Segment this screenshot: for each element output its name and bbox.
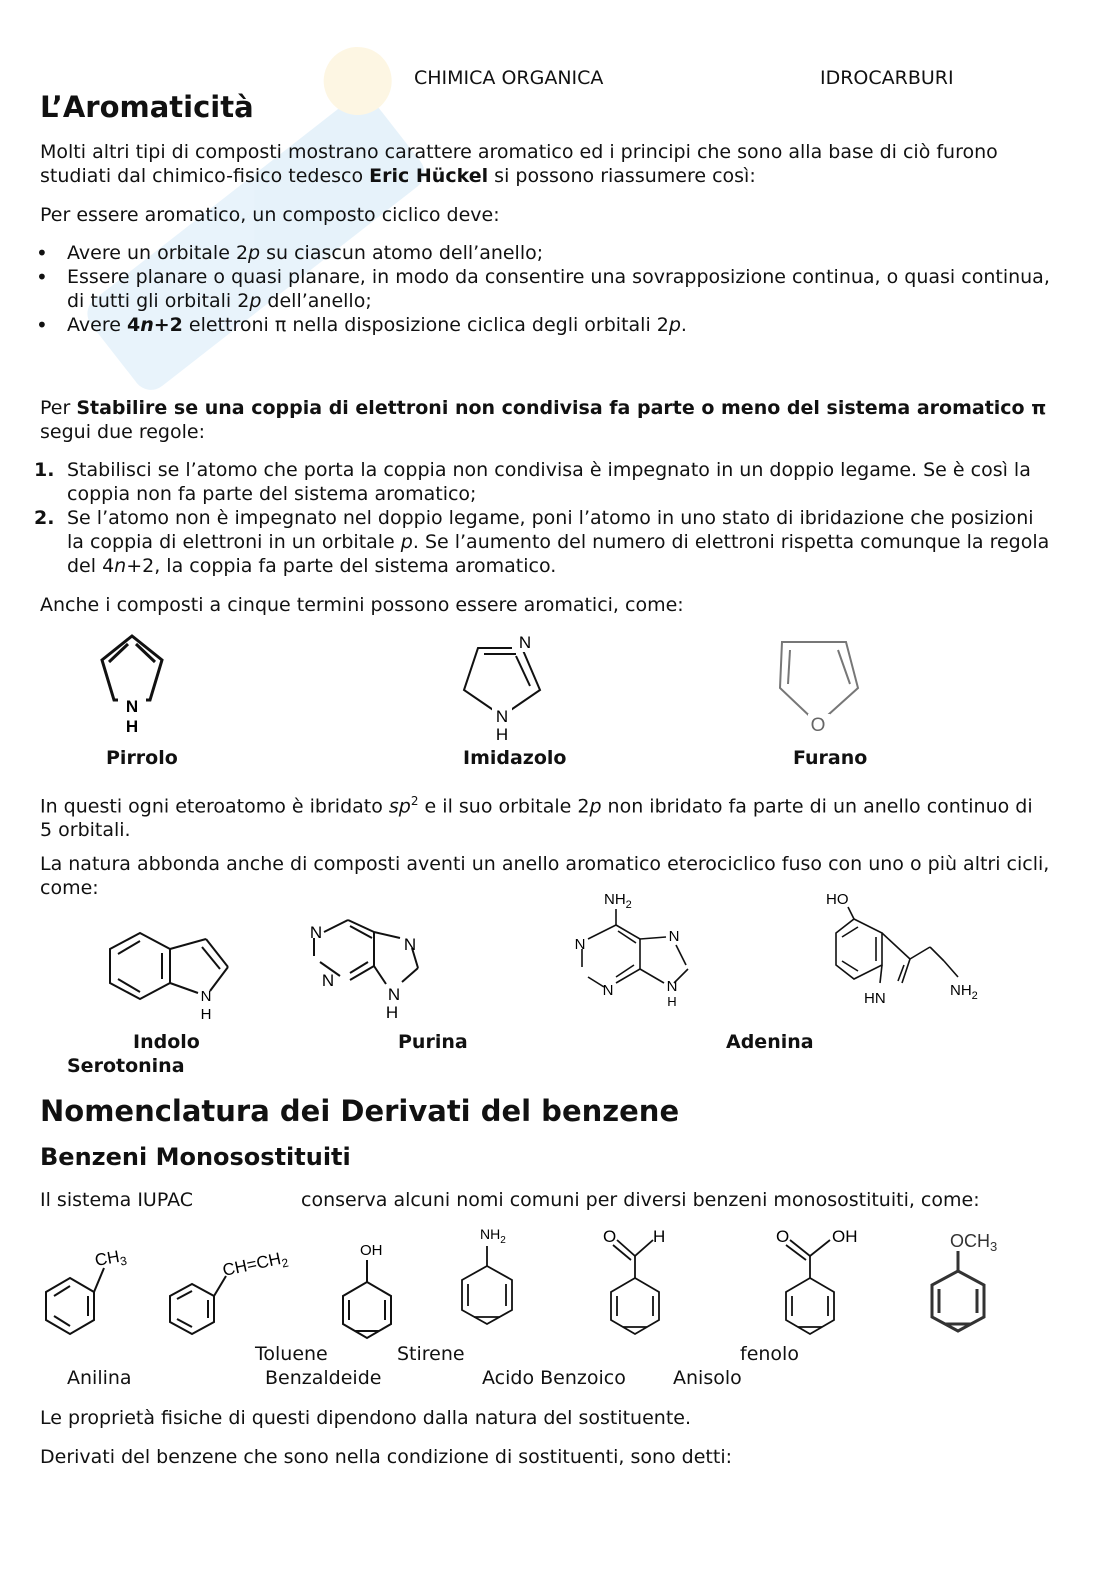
indole-label: Indolo bbox=[133, 1031, 200, 1053]
imidazole-label: Imidazolo bbox=[463, 747, 567, 769]
atom-label: O bbox=[810, 715, 826, 736]
section-subtitle: Benzeni Monosostituiti bbox=[40, 1143, 351, 1171]
atom-label: $CH=CH_2$ bbox=[220, 1249, 290, 1280]
anisole-structure bbox=[920, 1225, 1010, 1340]
iupac-intro-a: Il sistema IUPAC bbox=[40, 1189, 194, 1211]
adenine-label: Adenina bbox=[726, 1031, 814, 1053]
atom-label: N bbox=[668, 928, 680, 945]
list-item: • Avere 4n+2 elettroni π nella disposizione ciclica degli orbitali 2p. bbox=[40, 313, 1050, 337]
atom-label: $OCH_3$ bbox=[950, 1231, 998, 1254]
intro-paragraph: Molti altri tipi di composti mostrano carattere aromatico ed i principi che sono alla base di ciò furono studiati dal chimico-fisico tedesco Eric Hückel si possono riassumere così: bbox=[40, 141, 998, 187]
atom-label: $NH_2$ bbox=[950, 982, 978, 1002]
derivatives-paragraph: Derivati del benzene che sono nella condizione di sostituenti, sono detti: bbox=[40, 1446, 732, 1468]
atom-label: H bbox=[200, 1006, 212, 1023]
atom-label: N bbox=[125, 697, 139, 716]
adenine-structure bbox=[568, 885, 703, 1010]
atom-label: $NH_2$ bbox=[480, 1226, 506, 1246]
iupac-intro-b: conserva alcuni nomi comuni per diversi benzeni monosostituiti, come: bbox=[301, 1189, 980, 1211]
atom-label: OH bbox=[360, 1242, 383, 1259]
atom-label: N bbox=[321, 971, 335, 990]
list-item: • Avere un orbitale 2p su ciascun atomo dell’anello; bbox=[40, 241, 1050, 265]
atom-label: N bbox=[403, 935, 417, 954]
purine-label: Purina bbox=[398, 1031, 468, 1053]
atom-label: $CH_3$ bbox=[93, 1246, 128, 1270]
atom-label: HO bbox=[826, 891, 849, 908]
five-ring-intro: Anche i composti a cinque termini possono essere aromatici, come: bbox=[40, 594, 684, 616]
properties-paragraph: Le proprietà fisiche di questi dipendono dalla natura del sostituente. bbox=[40, 1407, 691, 1429]
criteria-list bbox=[40, 241, 1050, 337]
furan-label: Furano bbox=[793, 747, 868, 769]
atom-label: N bbox=[200, 988, 212, 1005]
anisole-label: Anisolo bbox=[673, 1367, 742, 1389]
atom-label: N bbox=[518, 633, 532, 652]
furan-structure bbox=[770, 630, 870, 740]
benzaldehyde-structure bbox=[595, 1222, 680, 1342]
atom-label: H bbox=[667, 994, 677, 1009]
list-item: 2. Se l’atomo non è impegnato nel doppio legame, poni l’atomo in uno stato di ibridazione che posizioni la coppia di elettroni in un orbitale p. Se l’aumento del numero di elettroni rispetta comunque la regola del 4n+2, la coppia fa parte del sistema aromatico. bbox=[34, 507, 1050, 577]
atom-label: N bbox=[602, 982, 614, 999]
atom-label: H bbox=[495, 725, 509, 743]
atom-label: N bbox=[309, 923, 323, 942]
styrene-label: Stirene bbox=[397, 1343, 465, 1365]
atom-label: OH bbox=[832, 1227, 858, 1246]
atom-label: N bbox=[574, 936, 586, 953]
pyrrole-structure bbox=[80, 628, 190, 740]
toluene-label: Toluene bbox=[255, 1343, 328, 1365]
atom-label: O bbox=[776, 1227, 790, 1246]
atom-label: H bbox=[125, 717, 139, 736]
pyrrole-label: Pirrolo bbox=[106, 747, 178, 769]
styrene-structure bbox=[158, 1236, 308, 1346]
imidazole-structure bbox=[450, 628, 560, 743]
page-title: L’Aromaticità bbox=[40, 90, 254, 124]
benzoic-acid-structure bbox=[770, 1222, 870, 1342]
serotonin-label: Serotonina bbox=[67, 1055, 185, 1077]
fused-intro: La natura abbonda anche di composti aventi un anello aromatico eterociclico fuso con uno o più altri cicli, come: bbox=[40, 853, 1050, 899]
atom-label: HN bbox=[864, 990, 886, 1007]
criteria-intro: Per essere aromatico, un composto ciclico deve: bbox=[40, 204, 500, 226]
list-item: 1. Stabilisci se l’atomo che porta la coppia non condivisa è impegnato in un doppio legame. Se è così la coppia non fa parte del sistema aromatico; bbox=[34, 459, 1031, 505]
atom-label: N bbox=[387, 985, 401, 1004]
atom-label: N bbox=[495, 707, 509, 726]
atom-label: H bbox=[653, 1227, 666, 1246]
rules-list bbox=[34, 458, 1050, 578]
section-title: Nomenclatura dei Derivati del benzene bbox=[40, 1094, 680, 1128]
serotonin-structure bbox=[820, 885, 990, 1010]
rule-intro: Per Stabilire se una coppia di elettroni non condivisa fa parte o meno del sistema aromatico π segui due regole: bbox=[40, 397, 1047, 443]
benzaldehyde-label: Benzaldeide bbox=[265, 1367, 382, 1389]
list-item: • Essere planare o quasi planare, in modo da consentire una sovrapposizione continua, o quasi continua, di tutti gli orbitali 2p dell’anello; bbox=[40, 265, 1050, 313]
header-subject: CHIMICA ORGANICA bbox=[414, 67, 604, 89]
atom-label: $NH_2$ bbox=[604, 891, 632, 911]
aniline-label: Anilina bbox=[67, 1367, 132, 1389]
phenol-label: fenolo bbox=[740, 1343, 799, 1365]
benzoic-acid-label: Acido Benzoico bbox=[482, 1367, 626, 1389]
phenol-structure bbox=[330, 1238, 410, 1343]
header-topic: IDROCARBURI bbox=[820, 67, 954, 89]
atom-label: O bbox=[603, 1227, 617, 1246]
toluene-structure bbox=[34, 1240, 144, 1345]
atom-label: H bbox=[385, 1003, 399, 1022]
indole-structure bbox=[100, 925, 240, 1025]
atom-label: N bbox=[666, 978, 678, 995]
hetero-paragraph: In questi ogni eteroatomo è ibridato $sp^2$ e il suo orbitale 2p non ibridato fa parte di un anello continuo di 5 orbitali. bbox=[40, 794, 1033, 842]
aniline-structure bbox=[450, 1220, 530, 1335]
purine-structure bbox=[300, 918, 430, 1023]
